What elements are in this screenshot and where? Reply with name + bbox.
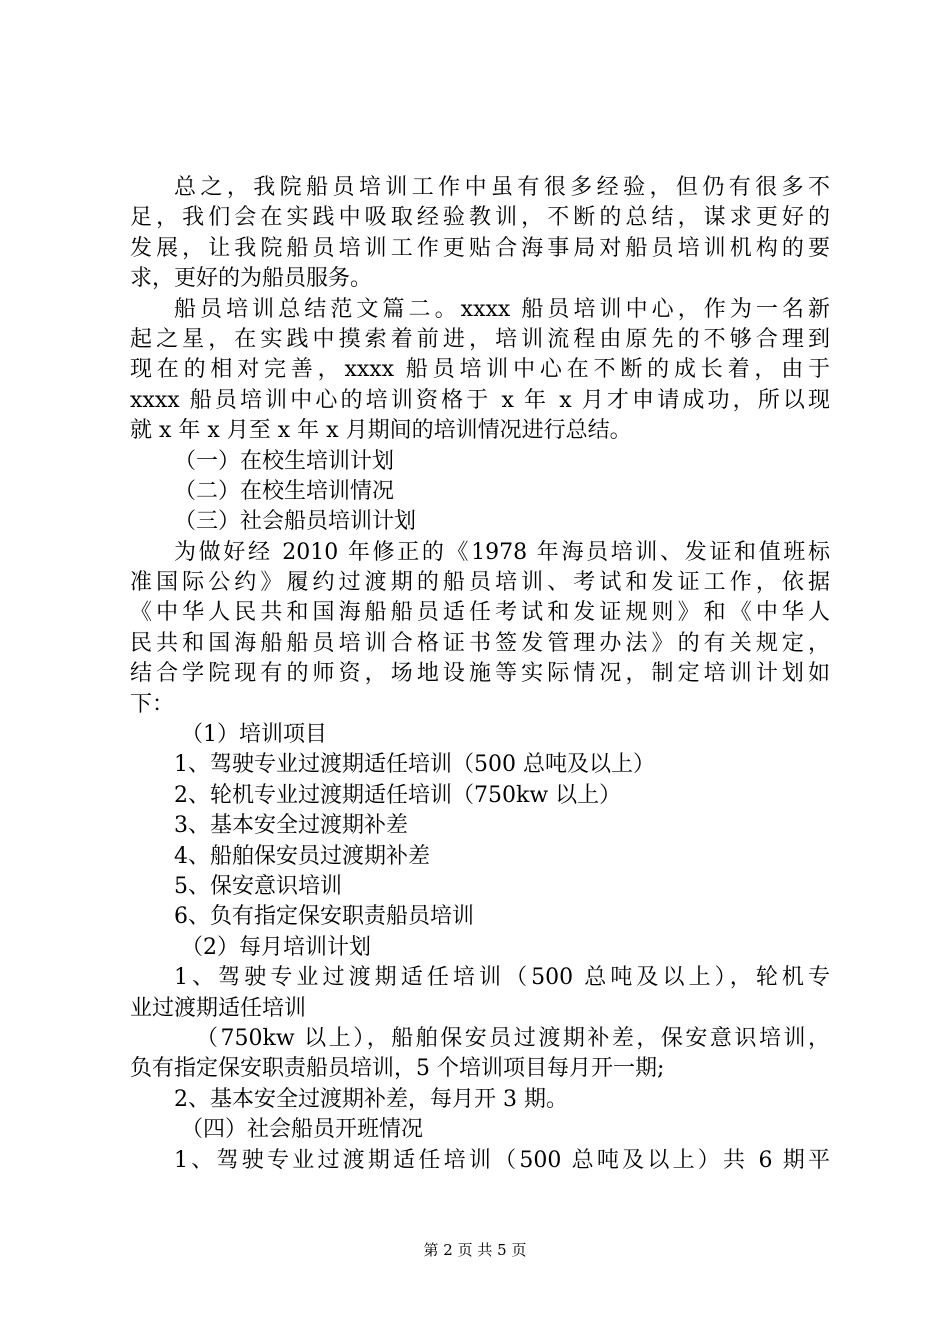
text-line: 民共和国海船船员培训合格证书签发管理办法》的有关规定， [130,630,830,656]
text-line: （750kw 以上），船舶保安员过渡期补差，保安意识培训， [196,1025,830,1051]
text-line: 足，我们会在实践中吸取经验教训，不断的总结，谋求更好的 [130,205,830,231]
text-line: （三）社会船员培训计划 [174,509,417,535]
text-line: 准国际公约》履约过渡期的船员培训、考试和发证工作，依据 [130,570,830,596]
text-line: （四）社会船员开班情况 [181,1117,424,1143]
text-line: 1、驾驶专业过渡期适任培训（500 总吨及以上），轮机专 [174,965,830,991]
text-line: 业过渡期适任培训 [130,995,307,1021]
text-line: 2、基本安全过渡期补差，每月开 3 期。 [174,1086,568,1112]
text-line: 总之，我院船员培训工作中虽有很多经验，但仍有很多不 [174,175,830,200]
text-line: 6、负有指定保安职责船员培训 [174,904,474,930]
text-line: 起之星，在实践中摸索着前进，培训流程由原先的不够合理到 [130,326,830,352]
text-line: 4、船舶保安员过渡期补差 [174,843,430,869]
text-line: 下： [130,691,175,717]
text-line: 为做好经 2010 年修正的《1978 年海员培训、发证和值班标 [174,539,830,565]
text-line: 5、保安意识培训 [174,873,342,899]
text-line: 1、驾驶专业过渡期适任培训（500 总吨及以上） [174,752,655,778]
text-line: 现在的相对完善，xxxx 船员培训中心在不断的成长着，由于 [130,357,830,383]
text-line: （二）在校生培训情况 [174,478,395,504]
document-body [130,173,830,1176]
page-footer: 第 2 页 共 5 页 [423,1241,527,1259]
text-line: 负有指定保安职责船员培训，5 个培训项目每月开一期; [130,1056,665,1082]
text-line: 2、轮机专业过渡期适任培训（750kw 以上） [174,782,622,808]
text-line: xxxx 船员培训中心的培训资格于 x 年 x 月才申请成功，所以现 [130,387,830,413]
text-line: 结合学院现有的师资，场地设施等实际情况，制定培训计划如 [130,661,830,687]
text-line: （一）在校生培训计划 [174,448,395,474]
text-line: 1、驾驶专业过渡期适任培训（500 总吨及以上）共 6 期平 [174,1147,830,1173]
text-line: 发展，让我院船员培训工作更贴合海事局对船员培训机构的要 [130,235,830,261]
text-line: （2）每月培训计划 [181,934,371,960]
text-line: 3、基本安全过渡期补差 [174,813,408,839]
text-line: 《中华人民共和国海船船员适任考试和发证规则》和《中华人 [130,600,830,626]
text-line: 求，更好的为船员服务。 [130,266,373,292]
text-line: 就 x 年 x 月至 x 年 x 月期间的培训情况进行总结。 [130,418,632,444]
text-line: 船员培训总结范文篇二。xxxx 船员培训中心，作为一名新 [174,296,830,322]
text-line: （1）培训项目 [181,722,327,748]
